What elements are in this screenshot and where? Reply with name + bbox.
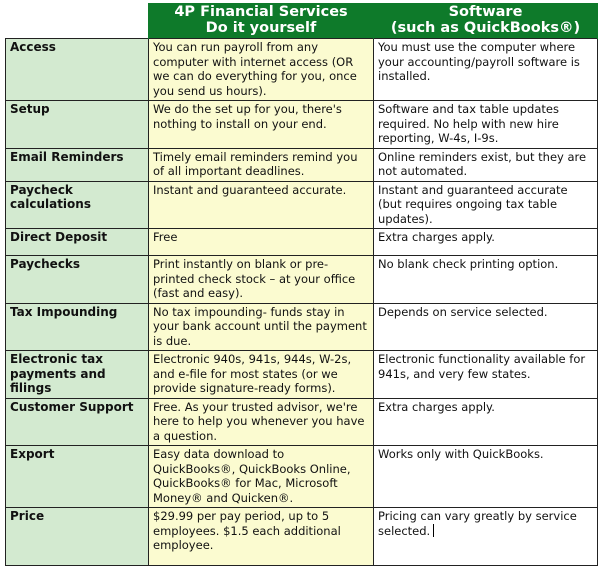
header-row (6, 3, 598, 39)
row-label: Export (6, 446, 149, 508)
row-direct-deposit (6, 229, 598, 256)
row-price (6, 508, 598, 566)
fp-cell[interactable]: Electronic 940s, 941s, 944s, W-2s, and e-file for most states (or we provide signature-ready forms). (149, 351, 374, 399)
row-access (6, 39, 598, 101)
fp-cell[interactable]: Easy data download to QuickBooks®, QuickBooks Online, QuickBooks® for Mac, Microsoft Money® and Quicken®. (149, 446, 374, 508)
header-4p-line1: 4P Financial Services (174, 4, 348, 20)
header-software-line1: Software (448, 4, 523, 20)
fp-cell[interactable]: Timely email reminders remind you of all important deadlines. (149, 148, 374, 181)
row-label: Customer Support (6, 398, 149, 446)
row-tax-impounding (6, 303, 598, 351)
row-paychecks (6, 256, 598, 304)
row-label: Paychecks (6, 256, 149, 304)
comparison-table (5, 3, 598, 566)
row-label: Price (6, 508, 149, 566)
sw-cell-price[interactable] (374, 508, 598, 566)
sw-cell[interactable]: Software and tax table updates required. No help with new hire reporting, W-4s, I-9s. (374, 101, 598, 149)
sw-cell[interactable]: No blank check printing option. (374, 256, 598, 304)
row-label: Electronic tax payments and filings (6, 351, 149, 399)
sw-cell[interactable]: Depends on service selected. (374, 303, 598, 351)
row-setup (6, 101, 598, 149)
row-paycheck-calculations (6, 181, 598, 229)
fp-cell[interactable]: Print instantly on blank or pre-printed check stock – at your office (fast and easy). (149, 256, 374, 304)
fp-cell[interactable]: $29.99 per pay period, up to 5 employees. $1.5 each additional employee. (149, 508, 374, 566)
row-label: Paycheck calculations (6, 181, 149, 229)
fp-cell[interactable]: Free. As your trusted advisor, we're here to help you whenever you have a question. (149, 398, 374, 446)
row-electronic-tax (6, 351, 598, 399)
row-label: Setup (6, 101, 149, 149)
row-customer-support (6, 398, 598, 446)
sw-price-text: Pricing can vary greatly by service selected. (378, 509, 577, 538)
header-4p-financial (149, 3, 374, 39)
sw-cell[interactable]: Extra charges apply. (374, 398, 598, 446)
comparison-table-container (5, 3, 597, 566)
sw-cell[interactable]: Electronic functionality available for 941s, and very few states. (374, 351, 598, 399)
row-label: Access (6, 39, 149, 101)
header-software (374, 3, 598, 39)
sw-cell[interactable]: Works only with QuickBooks. (374, 446, 598, 508)
sw-cell[interactable]: You must use the computer where your accounting/payroll software is installed. (374, 39, 598, 101)
row-label: Tax Impounding (6, 303, 149, 351)
header-blank-cell (6, 3, 149, 39)
header-4p-line2: Do it yourself (205, 20, 317, 36)
fp-cell[interactable]: Instant and guaranteed accurate. (149, 181, 374, 229)
sw-cell[interactable]: Online reminders exist, but they are not automated. (374, 148, 598, 181)
text-cursor (433, 524, 434, 537)
fp-cell[interactable]: Free (149, 229, 374, 256)
sw-cell[interactable]: Extra charges apply. (374, 229, 598, 256)
fp-cell[interactable]: No tax impounding- funds stay in your bank account until the payment is due. (149, 303, 374, 351)
row-email-reminders (6, 148, 598, 181)
row-label: Direct Deposit (6, 229, 149, 256)
sw-cell[interactable]: Instant and guaranteed accurate (but requires ongoing tax table updates). (374, 181, 598, 229)
fp-cell[interactable]: You can run payroll from any computer with internet access (OR we can do everything for you, once you send us hours). (149, 39, 374, 101)
header-software-line2: (such as QuickBooks®) (390, 20, 581, 36)
row-label: Email Reminders (6, 148, 149, 181)
row-export (6, 446, 598, 508)
fp-cell[interactable]: We do the set up for you, there's nothing to install on your end. (149, 101, 374, 149)
